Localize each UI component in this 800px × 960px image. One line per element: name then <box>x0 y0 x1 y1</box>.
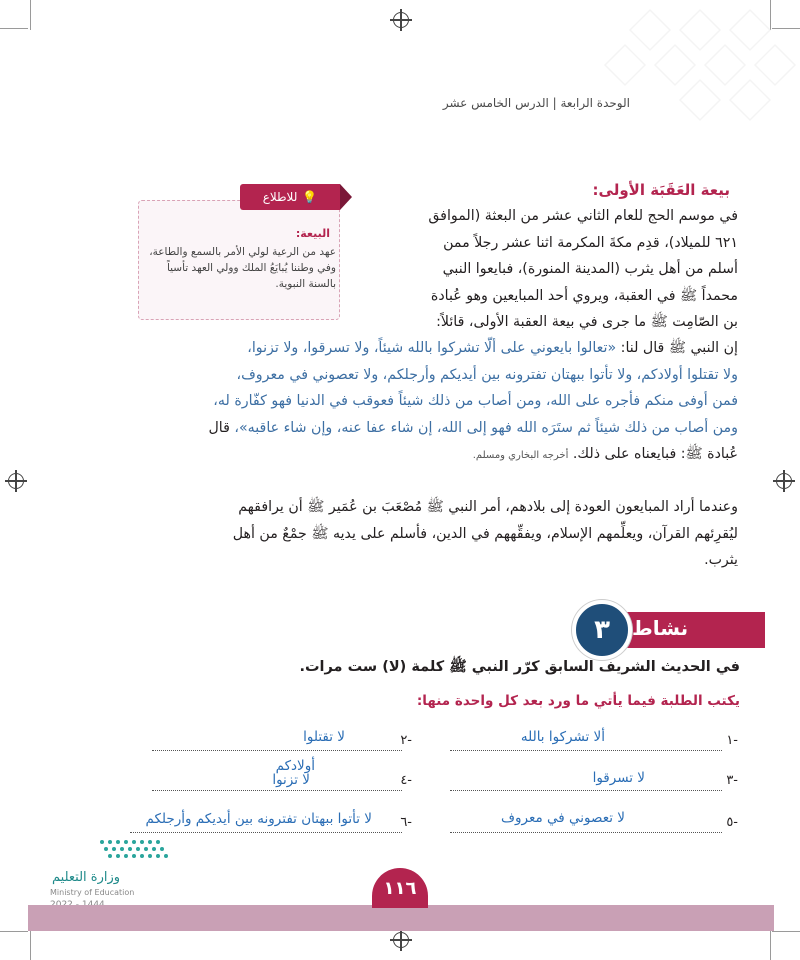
section-title: بيعة العَقَبَة الأولى: <box>592 181 730 199</box>
text-line: يثرب. <box>704 552 738 568</box>
text-line: في موسم الحج للعام الثاني عشر من البعثة (الموافق <box>428 208 738 224</box>
paragraph-intro <box>328 203 738 336</box>
hadith-text: ولا تقتلوا أولادكم، ولا تأتوا ببهتان تفترونه بين أيديكم وأرجلكم، ولا تعصوني في معروف، <box>236 366 738 383</box>
crop-mark <box>772 931 800 932</box>
answer-text: ألا تشركوا بالله <box>520 729 605 745</box>
decorative-diamond-pattern <box>500 0 800 150</box>
hadith-after: قال <box>208 419 230 436</box>
item-number: ٢- <box>400 733 412 748</box>
note-term: البيعة: <box>295 227 330 240</box>
answer-text: لا تعصوني في معروف <box>501 810 625 826</box>
answer-line[interactable] <box>450 790 722 791</box>
answer-line[interactable] <box>450 750 722 751</box>
crop-mark <box>30 930 31 960</box>
text-line: أسلم من أهل يثرب (المدينة المنورة)، فبايعوا النبي <box>442 261 738 277</box>
answer-text: أولادكم <box>275 758 315 774</box>
activity-question: في الحديث الشريف السابق كرّر النبي ﷺ كلمة (لا) ست مرات. <box>299 659 740 675</box>
hadith-source: أخرجه البخاري ومسلم. <box>472 450 569 461</box>
answer-line[interactable] <box>152 750 402 751</box>
note-definition: عهد من الرعية لولي الأمر بالسمع والطاعة، وفي وطننا يُبايَعُ الملك وولي العهد تأسياً بالسنة النبوية. <box>149 246 336 290</box>
item-number: ٥- <box>726 815 738 830</box>
item-number: ٦- <box>400 815 412 830</box>
ministry-name-ar: وزارة التعليم <box>52 870 121 885</box>
hadith-line <box>58 415 738 442</box>
ministry-name-en: Ministry of Education <box>50 888 135 897</box>
crop-mark <box>770 930 771 960</box>
hadith-block <box>58 335 738 470</box>
text-line: محمداً ﷺ في العقبة، ويروي أحد المبايعين وهو عُبادة <box>430 287 738 304</box>
hadith-closing-line <box>58 441 738 470</box>
text-line: وعندما أراد المبايعون العودة إلى بلادهم، أمر النبي ﷺ مُصْعَبَ بن عُمَير ﷺ أن يرافقهم <box>238 499 738 515</box>
crop-mark <box>0 28 28 29</box>
registration-mark-icon <box>393 12 409 28</box>
activity-number: ٣ <box>572 600 632 660</box>
text-line: ليُقرِئهم القرآن، ويعلِّمهم الإسلام، ويفقِّههم في الدين، فأسلم على يديه ﷺ جمْعٌ من أهل <box>232 525 738 542</box>
answer-text: لا تأتوا ببهتان تفترونه بين أيديكم وأرجلكم <box>145 811 372 827</box>
text-line: بن الصّامِت ﷺ ما جرى في بيعة العقبة الأولى، قائلاً: <box>436 314 738 330</box>
hadith-line <box>58 335 738 362</box>
answer-line[interactable] <box>152 790 402 791</box>
registration-mark-icon <box>393 932 409 948</box>
item-number: ٤- <box>400 773 412 788</box>
page-number: ١١٦ <box>372 868 428 908</box>
answer-line[interactable] <box>130 832 402 833</box>
ministry-logo-icon <box>96 836 184 860</box>
answer-line[interactable] <box>450 832 722 833</box>
activity-instruction: يكتب الطلبة فيما يأتي ما ورد بعد كل واحدة منها: <box>416 693 740 709</box>
paragraph-musab <box>58 494 738 574</box>
answer-text: لا تقتلوا <box>303 729 345 745</box>
hadith-text: ومن أصاب من ذلك شيئاً ثم ستَرَه الله فهو إلى الله، إن شاء عفا عنه، وإن شاء عاقبه»، <box>234 419 738 436</box>
answer-text: لا تزنوا <box>272 772 310 788</box>
hadith-intro: إن النبي ﷺ قال لنا: <box>616 340 738 356</box>
registration-mark-icon <box>8 473 24 489</box>
breadcrumb: الوحدة الرابعة | الدرس الخامس عشر <box>442 96 630 110</box>
crop-mark <box>0 931 28 932</box>
footer-bar <box>28 905 774 931</box>
activity-label: نشاط <box>632 616 689 640</box>
info-tab-label: للاطلاع <box>262 190 298 204</box>
item-number: ٣- <box>726 773 738 788</box>
hadith-text: فمن أوفى منكم فأجره على الله، ومن أصاب من ذلك شيئاً فعوقب في الدنيا فهو كفّارة له، <box>213 393 738 409</box>
lightbulb-icon: 💡 <box>302 190 318 204</box>
hadith-text: «تعالوا بايعوني على ألّا تشركوا بالله شيئاً، ولا تسرقوا، ولا تزنوا، <box>247 340 617 356</box>
text-line: ٦٢١ للميلاد)، قدِم مكةَ المكرمة اثنا عشر رجلاً ممن <box>443 234 738 251</box>
info-tab <box>240 184 340 210</box>
item-number: ١- <box>726 733 738 748</box>
answer-text: لا تسرقوا <box>592 770 645 786</box>
crop-mark <box>30 0 31 30</box>
hadith-closing: عُبادة ﷺ: فبايعناه على ذلك. <box>572 446 738 462</box>
registration-mark-icon <box>776 473 792 489</box>
